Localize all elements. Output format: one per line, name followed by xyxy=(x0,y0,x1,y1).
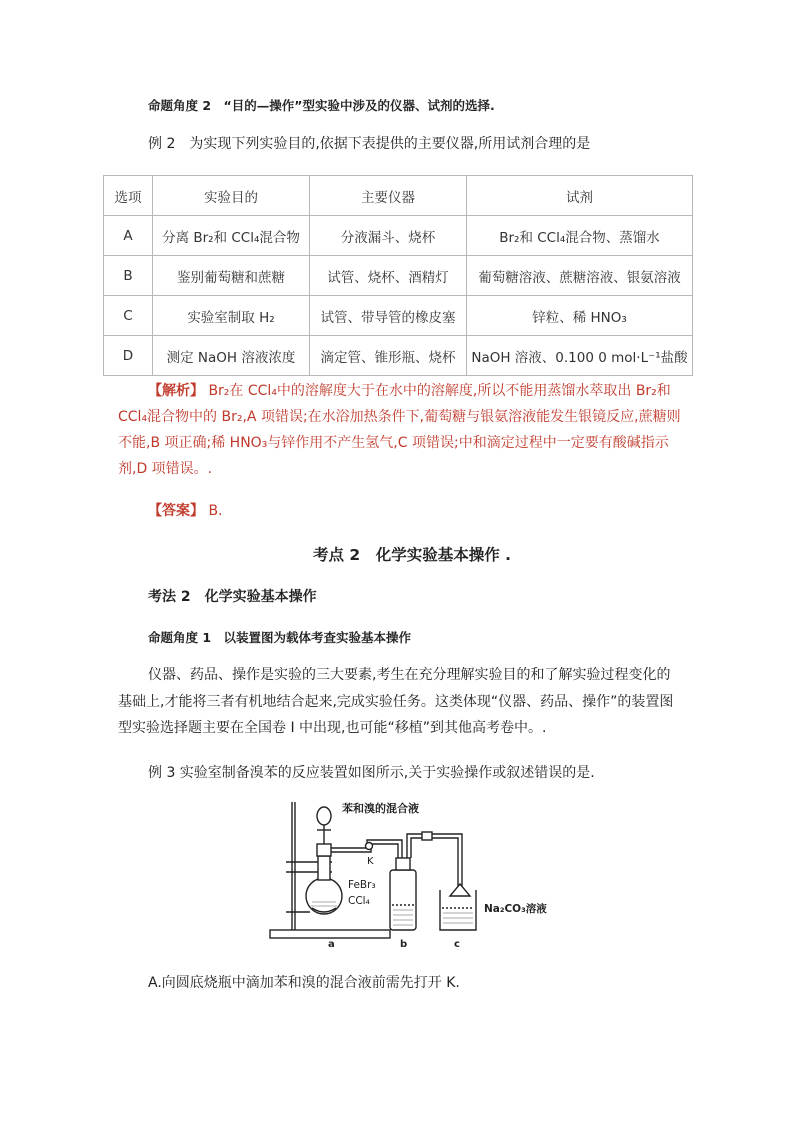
label-mixture: 苯和溴的混合液 xyxy=(342,802,419,815)
method-title: 考法 2 化学实验基本操作 xyxy=(148,589,317,605)
table-header-cell: 主要仪器 xyxy=(310,176,467,216)
section-title-angle-2: 命题角度 2 “目的—操作”型实验中涉及的仪器、试剂的选择. xyxy=(148,98,495,113)
section-title-center: 考点 2 化学实验基本操作 . xyxy=(313,546,511,564)
table-cell: B xyxy=(104,256,153,296)
answer-label: 【答案】 xyxy=(148,503,204,519)
table-cell: 锌粒、稀 HNO₃ xyxy=(467,296,693,336)
table-cell: Br₂和 CCl₄混合物、蒸馏水 xyxy=(467,216,693,256)
analysis-line: 不能,B 项正确;稀 HNO₃与锌作用不产生氢气,C 项错误;中和滴定过程中一定要有酸碱指示 xyxy=(118,435,669,451)
label-valve-k: K xyxy=(367,856,374,867)
label-febr3: FeBr₃ xyxy=(348,879,376,891)
table-cell: 试管、带导管的橡皮塞 xyxy=(310,296,467,336)
label-b: b xyxy=(400,939,408,950)
table-cell: 测定 NaOH 溶液浓度 xyxy=(153,336,310,376)
valve-k xyxy=(366,843,373,850)
table-cell: 滴定管、锥形瓶、烧杯 xyxy=(310,336,467,376)
example-2-prompt: 例 2 为实现下列实验目的,依据下表提供的主要仪器,所用试剂合理的是 xyxy=(148,136,591,152)
analysis-line: Br₂在 CCl₄中的溶解度大于在水中的溶解度,所以不能用蒸馏水萃取出 Br₂和 xyxy=(204,383,671,399)
answer-block xyxy=(148,498,223,524)
table-row xyxy=(104,296,693,336)
table-cell: A xyxy=(104,216,153,256)
table-header-row xyxy=(104,176,693,216)
label-ccl4: CCl₄ xyxy=(348,895,370,907)
table-cell: 实验室制取 H₂ xyxy=(153,296,310,336)
table-cell: 试管、烧杯、酒精灯 xyxy=(310,256,467,296)
label-c: c xyxy=(454,939,460,950)
table-cell: 葡萄糖溶液、蔗糖溶液、银氨溶液 xyxy=(467,256,693,296)
analysis-line: 剂,D 项错误。. xyxy=(118,461,213,477)
paragraph-line: 仪器、药品、操作是实验的三大要素,考生在充分理解实验目的和了解实验过程变化的 xyxy=(148,667,671,683)
paragraph-line: 基础上,才能将三者有机地结合起来,完成实验任务。这类体现“仪器、药品、操作”的装置图 xyxy=(118,693,674,710)
round-flask-a xyxy=(306,878,342,914)
option-a: A.向圆底烧瓶中滴加苯和溴的混合液前需先打开 K. xyxy=(148,975,460,991)
label-na2co3: Na₂CO₃溶液 xyxy=(484,903,547,915)
table-cell: 分离 Br₂和 CCl₄混合物 xyxy=(153,216,310,256)
table-row xyxy=(104,336,693,376)
analysis-line: CCl₄混合物中的 Br₂,A 项错误;在水浴加热条件下,葡萄糖与银氨溶液能发生银镜反应,蔗糖则 xyxy=(118,409,681,425)
table-header-cell: 实验目的 xyxy=(153,176,310,216)
angle-title: 命题角度 1 以装置图为载体考查实验基本操作 xyxy=(148,630,412,645)
bromobenzene-apparatus-diagram xyxy=(262,800,562,950)
table-cell: C xyxy=(104,296,153,336)
table-cell: NaOH 溶液、0.100 0 mol·L⁻¹盐酸 xyxy=(467,336,693,376)
flask-stopper xyxy=(317,844,331,856)
stand-base xyxy=(270,930,390,938)
analysis-block xyxy=(118,378,688,482)
table-row xyxy=(104,256,693,296)
label-a: a xyxy=(328,939,335,950)
table-cell: 鉴别葡萄糖和蔗糖 xyxy=(153,256,310,296)
table-header-cell: 试剂 xyxy=(467,176,693,216)
paragraph-line: 型实验选择题主要在全国卷 I 中出现,也可能“移植”到其他高考卷中。. xyxy=(118,720,547,736)
table-cell: D xyxy=(104,336,153,376)
analysis-label: 【解析】 xyxy=(148,383,204,399)
table-header-cell: 选项 xyxy=(104,176,153,216)
table-cell: 分液漏斗、烧杯 xyxy=(310,216,467,256)
table-row xyxy=(104,216,693,256)
intro-paragraph xyxy=(118,662,688,742)
bottle-b xyxy=(390,870,416,930)
experiment-table xyxy=(103,175,693,376)
example-3-prompt: 例 3 实验室制备溴苯的反应装置如图所示,关于实验操作或叙述错误的是. xyxy=(148,765,595,781)
dropping-funnel xyxy=(317,807,331,825)
answer-value: B. xyxy=(204,503,223,519)
